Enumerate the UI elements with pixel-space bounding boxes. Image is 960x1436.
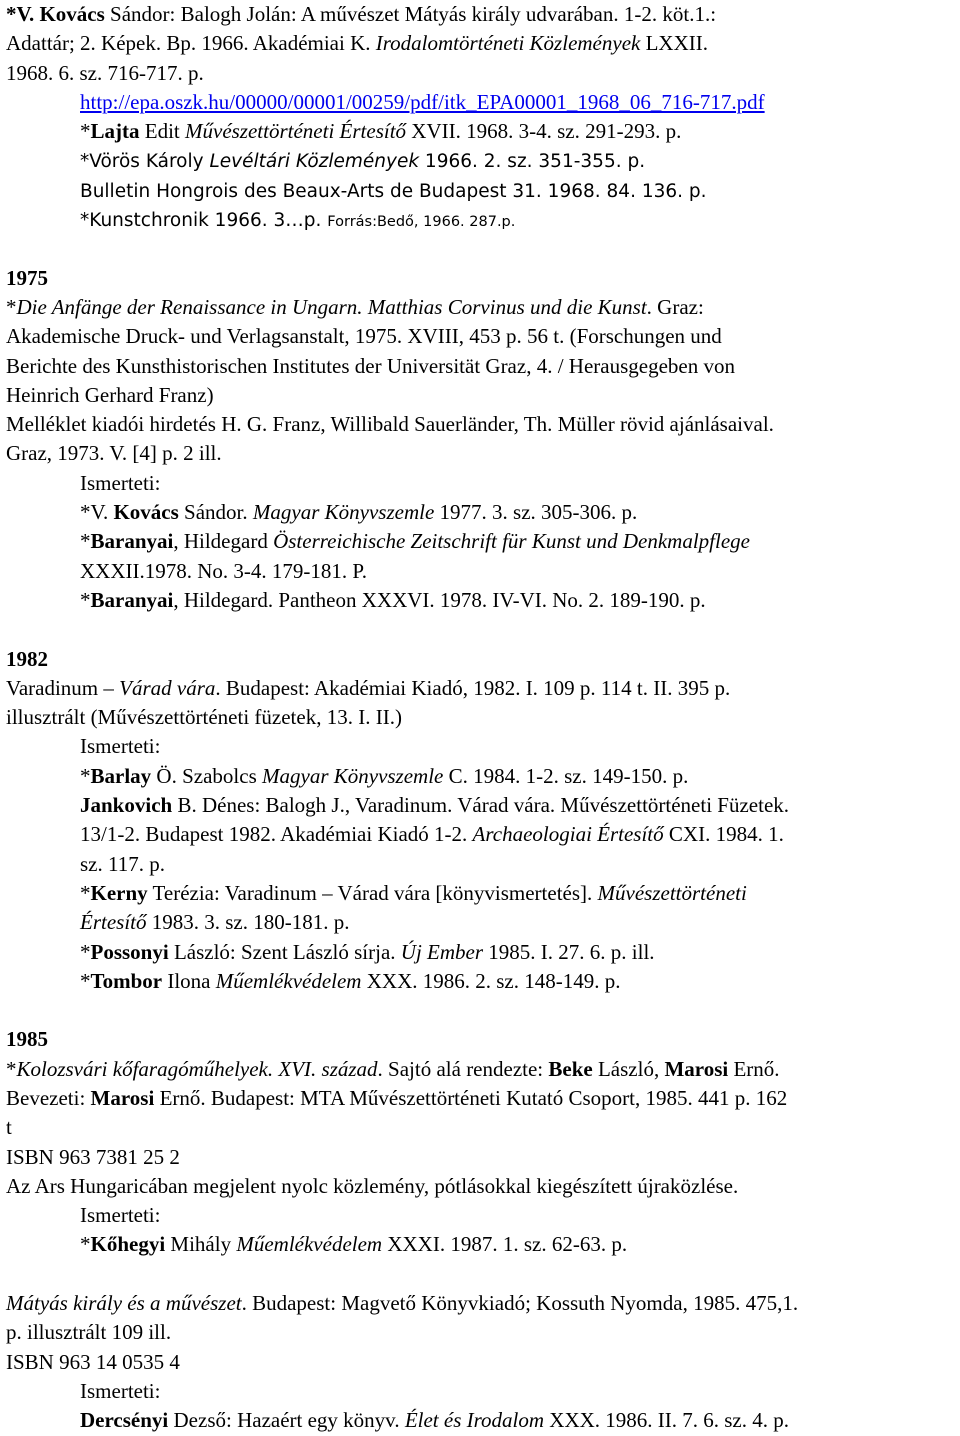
review-line: *Possonyi László: Szent László sírja. Új Ember 1985. I. 27. 6. p. ill.	[80, 939, 655, 964]
entry-line: illusztrált (Művészettörténeti füzetek, 13. I. II.)	[6, 705, 402, 730]
entry-line: Bevezeti: Marosi Ernő. Budapest: MTA Művészettörténeti Kutató Csoport, 1985. 441 p. 162	[6, 1085, 788, 1110]
review-line: *Kunstchronik 1966. 3…p. Forrás:Bedő, 1966. 287.p.	[80, 210, 516, 232]
review-line: *Vörös Károly Levéltári Közlemények 1966. 2. sz. 351-355. p.	[80, 151, 646, 173]
entry-line: *Kolozsvári kőfaragóműhelyek. XVI. század. Sajtó alá rendezte: Beke László, Marosi Ernő.	[6, 1056, 780, 1081]
review-line: Értesítő 1983. 3. sz. 180-181. p.	[80, 910, 350, 935]
epa-link[interactable]	[6, 88, 956, 117]
review-line: Dercsényi Dezső: Hazaért egy könyv. Élet és Irodalom XXX. 1986. II. 7. 6. sz. 4. p.	[80, 1408, 790, 1433]
ismerteti-label: Ismerteti:	[80, 1378, 161, 1403]
entry-line: *Die Anfänge der Renaissance in Ungarn. Matthias Corvinus und die Kunst. Graz:	[6, 294, 704, 319]
review-line: Bulletin Hongrois des Beaux-Arts de Budapest 31. 1968. 84. 136. p.	[80, 180, 707, 202]
entry-line: Adattár; 2. Képek. Bp. 1966. Akadémiai K. Irodalomtörténeti Közlemények LXXII.	[6, 31, 708, 56]
review-line: *V. Kovács Sándor. Magyar Könyvszemle 1977. 3. sz. 305-306. p.	[80, 500, 638, 525]
bibliography-document	[6, 0, 956, 1436]
entry-line: Berichte des Kunsthistorischen Institutes der Universität Graz, 4. / Herausgegeben von	[6, 353, 735, 378]
review-line: *Kőhegyi Mihály Műemlékvédelem XXXI. 1987. 1. sz. 62-63. p.	[80, 1232, 628, 1257]
review-line: *Tombor Ilona Műemlékvédelem XXX. 1986. 2. sz. 148-149. p.	[80, 968, 621, 993]
year-heading: 1985	[6, 1027, 48, 1052]
review-line: XXXII.1978. No. 3-4. 179-181. P.	[80, 558, 367, 583]
year-heading: 1982	[6, 646, 48, 671]
year-heading: 1975	[6, 265, 48, 290]
entry-line: Az Ars Hungaricában megjelent nyolc közlemény, pótlásokkal kiegészített újraközlése.	[6, 1173, 739, 1198]
ismerteti-label: Ismerteti:	[80, 1203, 161, 1228]
review-line: *Baranyai, Hildegard Österreichische Zeitschrift für Kunst und Denkmalpflege	[80, 529, 750, 554]
review-line: *Lajta Edit Művészettörténeti Értesítő XVII. 1968. 3-4. sz. 291-293. p.	[80, 119, 682, 144]
review-line: Jankovich B. Dénes: Balogh J., Varadinum. Várad vára. Művészettörténeti Füzetek.	[80, 793, 790, 818]
ismerteti-label: Ismerteti:	[80, 470, 161, 495]
entry-line: Varadinum – Várad vára. Budapest: Akadémiai Kiadó, 1982. I. 109 p. 114 t. II. 395 p.	[6, 675, 731, 700]
review-line: 13/1-2. Budapest 1982. Akadémiai Kiadó 1-2. Archaeologiai Értesítő CXI. 1984. 1.	[80, 822, 784, 847]
entry-line: Graz, 1973. V. [4] p. 2 ill.	[6, 441, 222, 466]
review-line: *Baranyai, Hildegard. Pantheon XXXVI. 1978. IV-VI. No. 2. 189-190. p.	[80, 587, 706, 612]
review-line: sz. 117. p.	[80, 851, 165, 876]
entry-line: Akademische Druck- und Verlagsanstalt, 1975. XVIII, 453 p. 56 t. (Forschungen und	[6, 324, 722, 349]
entry-line: p. illusztrált 109 ill.	[6, 1320, 172, 1345]
review-line: *Kerny Terézia: Varadinum – Várad vára [könyvismertetés]. Művészettörténeti	[80, 880, 747, 905]
entry-line: Mátyás király és a művészet. Budapest: Magvető Könyvkiadó; Kossuth Nyomda, 1985. 475,1.	[6, 1291, 799, 1316]
entry-line: ISBN 963 7381 25 2	[6, 1144, 180, 1169]
epa-link-text[interactable]: http://epa.oszk.hu/00000/00001/00259/pdf/itk_EPA00001_1968_06_716-717.pdf	[80, 89, 765, 114]
ismerteti-label: Ismerteti:	[80, 734, 161, 759]
entry-line: Melléklet kiadói hirdetés H. G. Franz, Willibald Sauerländer, Th. Müller rövid ajánlásaival.	[6, 412, 774, 437]
review-line: *Barlay Ö. Szabolcs Magyar Könyvszemle C. 1984. 1-2. sz. 149-150. p.	[80, 763, 689, 788]
entry-line: ISBN 963 14 0535 4	[6, 1349, 180, 1374]
entry-line: Heinrich Gerhard Franz)	[6, 382, 214, 407]
entry-line: 1968. 6. sz. 716-717. p.	[6, 60, 204, 85]
entry-line: *V. Kovács Sándor: Balogh Jolán: A művészet Mátyás király udvarában. 1-2. köt.1.:	[6, 2, 717, 26]
entry-line: t	[6, 1115, 12, 1140]
